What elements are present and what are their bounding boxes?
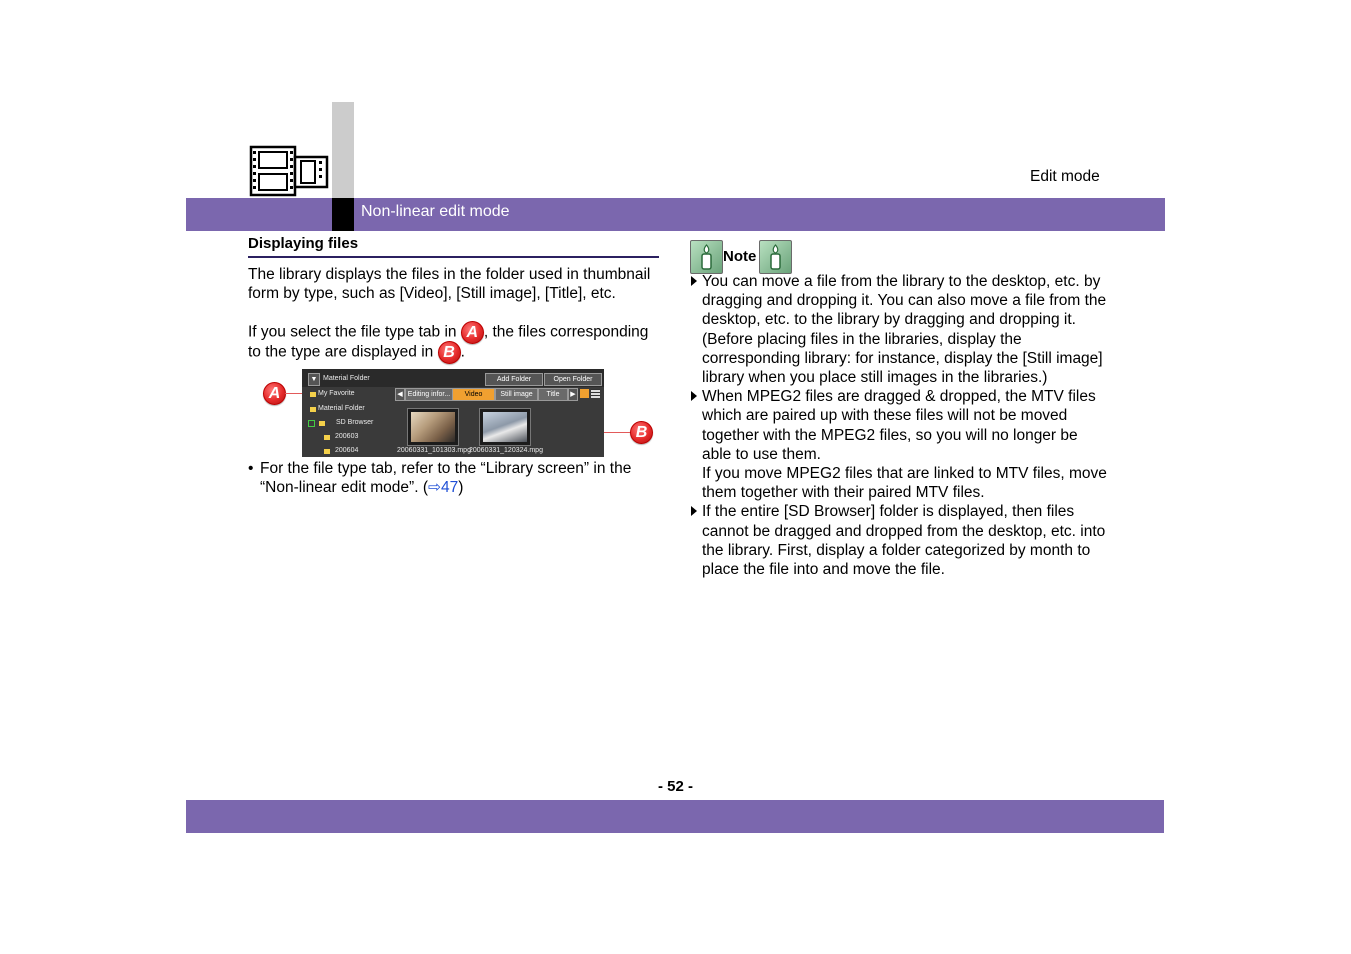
tree-item[interactable]: 200604	[335, 447, 359, 454]
tab-title[interactable]: Title	[538, 388, 568, 401]
triangle-bullet-icon	[691, 391, 697, 401]
library-screenshot	[302, 369, 604, 457]
tab-paragraph-line2: to the type are displayed in B .	[248, 341, 668, 364]
tab-scroll-right-icon[interactable]: ▶	[568, 388, 578, 401]
expand-icon[interactable]	[308, 420, 315, 427]
material-folder-label: Material Folder	[323, 375, 370, 382]
tab-paragraph-line1: If you select the file type tab in A , the files corresponding	[248, 321, 668, 344]
folder-icon	[310, 407, 316, 412]
tree-item[interactable]: My Favorite	[318, 390, 355, 397]
note-icon	[759, 240, 792, 274]
badge-a: A	[461, 321, 484, 344]
bullet-dot: •	[248, 460, 254, 477]
tree-item[interactable]: SD Browser	[336, 419, 374, 426]
callout-a: A	[263, 382, 286, 405]
badge-b: B	[438, 341, 461, 364]
banner-accent	[332, 198, 354, 231]
page-link[interactable]: ⇨47	[427, 479, 459, 497]
note-icon	[690, 240, 723, 274]
open-folder-button[interactable]: Open Folder	[544, 373, 602, 386]
thumbnail-image	[483, 412, 527, 442]
triangle-bullet-icon	[691, 276, 697, 286]
note-item: You can move a file from the library to the desktop, etc. by dragging and dropping it. You can also move a file from the desktop, etc. to the library by dragging and dropping it. (Before placing files in the libraries, display the corresponding library: for instance, display the [Still image] library when you place still images in the libraries.)	[690, 272, 1110, 387]
thumbnail-caption: 20060331_120324.mpg	[469, 447, 543, 454]
triangle-bullet-icon	[691, 506, 697, 516]
page-number: - 52 -	[657, 778, 693, 795]
tree-item[interactable]: 200603	[335, 433, 359, 440]
view-icon[interactable]	[580, 389, 589, 398]
folder-icon	[324, 449, 330, 454]
tab-scroll-left-icon[interactable]: ◀	[395, 388, 405, 401]
header-section-label: Edit mode	[1030, 168, 1100, 185]
tree-item[interactable]: Material Folder	[318, 405, 365, 412]
arrow-right-icon: ⇨	[427, 479, 441, 497]
thumbnail-image	[411, 412, 455, 442]
section-heading: Displaying files	[248, 235, 359, 252]
tab-still-image[interactable]: Still image	[495, 388, 538, 401]
banner-title: Non-linear edit mode	[361, 203, 510, 220]
folder-icon	[324, 435, 330, 440]
thumbnail[interactable]	[479, 408, 531, 446]
dropdown-arrow-icon[interactable]: ▼	[308, 373, 320, 386]
header-tab	[332, 102, 354, 198]
note-label: Note	[723, 248, 757, 265]
note-item-continued: If you move MPEG2 files that are linked to MTV files, move them together with their paired MTV files.	[702, 465, 1107, 502]
list-view-icon[interactable]	[591, 389, 600, 398]
note-item: If the entire [SD Browser] folder is displayed, then files cannot be dragged and dropped from the desktop, etc. into the library. First, display a folder categorized by month to place the file into and move the file.	[690, 502, 1110, 579]
add-folder-button[interactable]: Add Folder	[485, 373, 543, 386]
film-strip-icon	[249, 145, 329, 202]
folder-icon	[319, 421, 325, 426]
footer-banner	[186, 800, 1164, 833]
note-list	[690, 272, 1110, 579]
note-item: When MPEG2 files are dragged & dropped, the MTV files which are paired up with these files will not be moved together with the MPEG2 files, so you will no longer be able to use them.	[690, 387, 1110, 464]
tab-editing-info[interactable]: Editing infor...	[405, 388, 453, 401]
folder-icon	[310, 392, 316, 397]
thumbnail-caption: 20060331_101303.mpg	[397, 447, 471, 454]
bullet-text: For the file type tab, refer to the “Library screen” in the “Non-linear edit mode”. (⇨47)	[260, 460, 632, 497]
callout-b: B	[630, 421, 653, 444]
intro-paragraph: The library displays the files in the folder used in thumbnail form by type, such as [Video], [Still image], [Title], etc.	[248, 266, 651, 303]
thumbnail[interactable]	[407, 408, 459, 446]
heading-rule	[248, 256, 659, 258]
tab-video[interactable]: Video	[452, 388, 495, 401]
